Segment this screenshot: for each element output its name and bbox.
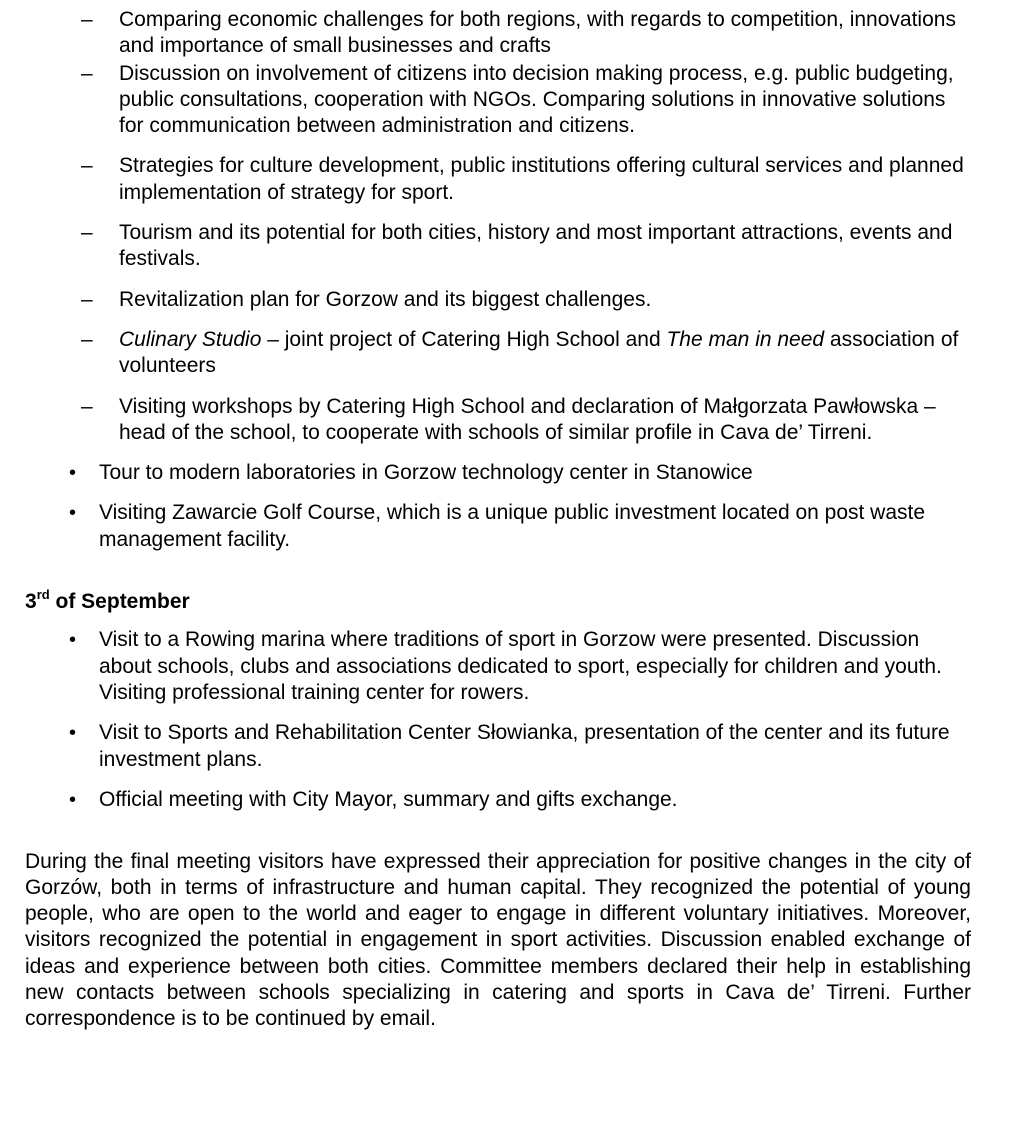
bullet-marker: • bbox=[69, 462, 77, 485]
agenda-sub-list bbox=[25, 7, 970, 446]
list-item-text: Visit to a Rowing marina where traditions of sport in Gorzow were presented. Discussion about schools, clubs and associations dedicated to sport, especially for children and youth. Visiting professional training center for rowers. bbox=[99, 628, 942, 704]
closing-paragraph: During the final meeting visitors have expressed their appreciation for positive changes in the city of Gorzów, both in terms of infrastructure and human capital. They recognized the potential of young people, who are open to the world and eager to engage in different voluntary initiatives. Moreover, visitors recognized the potential in engagement in sport activities. Discussion enabled exchange of ideas and experience between both cities. Committee members declared their help in establishing new contacts between schools specializing in catering and sports in Cava de’ Tirreni. Further correspondence is to be continued by email. bbox=[25, 850, 971, 1030]
dash-marker: – bbox=[81, 8, 93, 31]
list-item bbox=[25, 153, 970, 206]
bullet-marker: • bbox=[69, 788, 77, 811]
list-item bbox=[25, 627, 970, 706]
list-item bbox=[25, 220, 970, 273]
bullet-marker: • bbox=[69, 629, 77, 652]
dash-marker: – bbox=[81, 154, 93, 178]
list-item-text: Tour to modern laboratories in Gorzow technology center in Stanowice bbox=[99, 461, 753, 485]
list-item bbox=[25, 720, 970, 773]
list-item bbox=[25, 787, 970, 813]
list-item bbox=[25, 394, 970, 447]
bullet-marker: • bbox=[69, 502, 77, 525]
project-name-italic: Culinary Studio bbox=[119, 327, 262, 351]
list-item-text: Visiting workshops by Catering High School and declaration of Małgorzata Pawłowska – head of the school, to cooperate with schools of similar profile in Cava de’ Tirreni. bbox=[119, 394, 936, 444]
list-item bbox=[25, 287, 970, 313]
list-item-text: Comparing economic challenges for both regions, with regards to competition, innovations and importance of small businesses and crafts bbox=[119, 8, 956, 58]
list-item-text: Visiting Zawarcie Golf Course, which is a unique public investment located on post waste management facility. bbox=[99, 501, 926, 551]
day-number: 3 bbox=[25, 590, 37, 614]
day3-heading bbox=[25, 589, 970, 615]
list-item bbox=[25, 327, 970, 380]
list-item bbox=[25, 7, 970, 60]
list-item bbox=[25, 61, 970, 140]
list-item-text bbox=[119, 328, 958, 377]
dash-marker: – bbox=[81, 394, 93, 418]
day2-bullet-list bbox=[25, 460, 970, 553]
heading-text: of September bbox=[49, 590, 190, 614]
ordinal-suffix: rd bbox=[36, 587, 50, 603]
list-item-text: Revitalization plan for Gorzow and its biggest challenges. bbox=[119, 287, 652, 311]
dash-marker: – bbox=[81, 327, 93, 351]
dash-marker: – bbox=[81, 221, 93, 245]
list-item-text: Official meeting with City Mayor, summary and gifts exchange. bbox=[99, 787, 678, 811]
association-name-italic: The man in need bbox=[666, 327, 825, 351]
day3-bullet-list bbox=[25, 627, 970, 813]
list-item-text: Strategies for culture development, public institutions offering cultural services and planned implementation of strategy for sport. bbox=[119, 154, 964, 204]
list-item bbox=[25, 460, 970, 486]
list-item-text: Visit to Sports and Rehabilitation Center Słowianka, presentation of the center and its future investment plans. bbox=[99, 721, 950, 771]
dash-marker: – bbox=[81, 287, 93, 311]
list-item-text: Tourism and its potential for both cities, history and most important attractions, events and festivals. bbox=[119, 221, 953, 271]
list-item-text-part: – joint project of Catering High School and bbox=[261, 327, 667, 351]
bullet-marker: • bbox=[69, 722, 77, 745]
dash-marker: – bbox=[81, 61, 93, 85]
list-item-text-part: association of volunteers bbox=[119, 327, 959, 378]
list-item-text: Discussion on involvement of citizens into decision making process, e.g. public budgeting, public consultations, cooperation with NGOs. Comparing solutions in innovative solutions for communication between administration and citizens. bbox=[119, 61, 954, 138]
list-item bbox=[25, 500, 970, 553]
